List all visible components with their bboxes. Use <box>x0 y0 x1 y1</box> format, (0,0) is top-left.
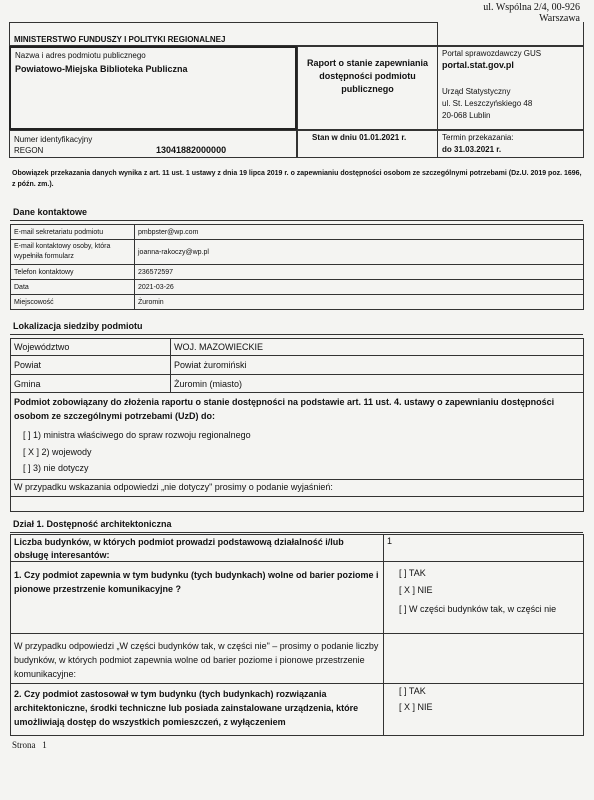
portal-label: Portal sprawozdawczy GUS <box>442 49 542 58</box>
table-row <box>11 356 584 375</box>
buildings-value-cell[interactable] <box>383 534 584 562</box>
obligation-question: Podmiot zobowiązany do złożenia raportu o stanie dostępności na podstawie art. 11 ust. 4. ustawy o zapewnianiu dostępności osobom ze szczególnymi potrzebami (UzD) do: <box>14 397 555 421</box>
table-row <box>11 375 584 393</box>
q2-option-no[interactable] <box>399 702 433 712</box>
portal-box <box>438 46 584 130</box>
report-title-box <box>297 46 438 130</box>
legal-note: Obowiązek przekazania danych wynika z art. 11 ust. 1 ustawy z dnia 19 lipca 2019 r. o zapewnianiu dostępności osobom ze szczególnymi potrzebami (Dz.U. 2019 poz. 1696, z późn. zm.). <box>12 170 582 188</box>
entity-name: Powiatowo-Miejska Biblioteka Publiczna <box>15 64 188 74</box>
q2-options-cell <box>383 684 584 736</box>
portal-url[interactable]: portal.stat.gov.pl <box>442 60 514 70</box>
state-date-box <box>297 130 438 158</box>
q1-option-yes[interactable] <box>399 568 426 578</box>
ministry-box <box>9 22 438 46</box>
checkbox-marker[interactable]: [ X ] <box>399 585 416 595</box>
table-row <box>11 265 584 280</box>
contact-label: E-mail kontaktowy osoby, która wypełniła formularz <box>11 240 135 265</box>
option-label: TAK <box>408 686 426 696</box>
obligation-option-voivode[interactable] <box>23 447 92 457</box>
explain-input[interactable] <box>10 497 584 512</box>
q2-option-yes[interactable] <box>399 686 426 696</box>
checkbox-marker[interactable]: [ ] <box>399 604 407 614</box>
section1-header <box>10 518 583 533</box>
option-label: W części budynków tak, w części nie <box>409 604 557 614</box>
deadline-box <box>438 130 584 158</box>
contact-table <box>10 224 584 310</box>
contact-section <box>10 206 583 221</box>
contact-value-email-person[interactable]: joanna-rakoczy@wp.pl <box>135 240 584 265</box>
checkbox-marker[interactable]: [ ] <box>399 686 407 696</box>
q1-note-input[interactable] <box>383 634 584 684</box>
explain-label: W przypadku wskazania odpowiedzi „nie dotyczy" prosimy o podanie wyjaśnień: <box>14 482 333 492</box>
deadline-value: do 31.03.2021 r. <box>442 145 502 154</box>
checkbox-marker[interactable]: [ ] <box>399 568 407 578</box>
q2-cell <box>10 684 384 736</box>
table-row <box>11 240 584 265</box>
location-value-county[interactable]: Powiat żuromiński <box>171 356 584 375</box>
option-label: 3) nie dotyczy <box>33 463 89 473</box>
table-row <box>11 280 584 295</box>
contact-value-phone[interactable]: 236572597 <box>135 265 584 280</box>
buildings-value: 1 <box>387 536 393 546</box>
table-row <box>11 339 584 356</box>
contact-label: Telefon kontaktowy <box>11 265 135 280</box>
id-label: Numer identyfikacyjny <box>14 135 93 144</box>
office-line1: Urząd Statystyczny <box>442 87 511 96</box>
location-title: Lokalizacja siedziby podmiotu <box>13 321 143 331</box>
checkbox-marker[interactable]: [ ] <box>23 430 31 440</box>
q1-text: 1. Czy podmiot zapewnia w tym budynku (tych budynkach) wolne od barier poziome i pionowe przestrzenie komunikacyjne ? <box>14 570 379 594</box>
location-label: Powiat <box>11 356 171 375</box>
checkbox-marker[interactable]: [ X ] <box>399 702 416 712</box>
option-label: NIE <box>417 702 433 712</box>
obligation-option-minister[interactable] <box>23 430 251 440</box>
q1-option-no[interactable] <box>399 585 433 595</box>
office-line3: 20-068 Lublin <box>442 111 491 120</box>
location-section <box>10 320 583 335</box>
state-date: Stan w dniu 01.01.2021 r. <box>312 133 407 142</box>
regon-value: 13041882000000 <box>156 145 227 155</box>
ministry-address-line1: ul. Wspólna 2/4, 00-926 <box>483 2 580 13</box>
location-label: Gmina <box>11 375 171 393</box>
q1-cell <box>10 562 384 634</box>
explain-box <box>10 480 584 497</box>
contact-value-email-office[interactable]: pmbpster@wp.com <box>135 225 584 240</box>
contact-title: Dane kontaktowe <box>13 207 88 217</box>
option-label: TAK <box>408 568 426 578</box>
checkbox-marker[interactable]: [ ] <box>23 463 31 473</box>
checkbox-marker[interactable]: [ X ] <box>23 447 40 457</box>
buildings-label: Liczba budynków, w których podmiot prowadzi podstawową działalność i/lub obsługę interesantów: <box>14 537 344 560</box>
obligation-option-not-applicable[interactable] <box>23 463 89 473</box>
report-title: Raport o stanie zapewniania dostępności podmiotu publicznego <box>306 58 429 94</box>
contact-label: E-mail sekretariatu podmiotu <box>11 225 135 240</box>
option-label: NIE <box>417 585 433 595</box>
entity-label: Nazwa i adres podmiotu publicznego <box>15 51 146 60</box>
regon-label: REGON <box>14 146 44 155</box>
location-label: Województwo <box>11 339 171 356</box>
location-value-voivodeship[interactable]: WOJ. MAZOWIECKIE <box>171 339 584 356</box>
entity-box <box>9 46 297 130</box>
option-label: 1) ministra właściwego do spraw rozwoju regionalnego <box>33 430 251 440</box>
q1-options-cell <box>383 562 584 634</box>
location-table <box>10 338 584 393</box>
option-label: 2) wojewody <box>41 447 92 457</box>
ministry-address-line2: Warszawa <box>539 13 580 24</box>
obligation-box <box>10 392 584 480</box>
office-line2: ul. St. Leszczyńskiego 48 <box>442 99 533 108</box>
contact-value-city[interactable]: Żuromin <box>135 295 584 310</box>
page-number: Strona 1 <box>12 740 47 750</box>
regon-box <box>9 130 297 158</box>
buildings-label-cell <box>10 534 384 562</box>
table-row <box>11 225 584 240</box>
contact-value-date[interactable]: 2021-03-26 <box>135 280 584 295</box>
table-row <box>11 295 584 310</box>
q1-option-partial[interactable] <box>399 602 574 616</box>
location-value-commune[interactable]: Żuromin (miasto) <box>171 375 584 393</box>
contact-label: Miejscowość <box>11 295 135 310</box>
deadline-label: Termin przekazania: <box>442 133 514 142</box>
q1-note: W przypadku odpowiedzi „W części budynków tak, w części nie" – prosimy o podanie liczby budynków, w których podmiot zapewnia wolne od barier poziome i pionowe przestrzenie komunikacyjne: <box>14 641 379 679</box>
contact-label: Data <box>11 280 135 295</box>
q1-note-cell <box>10 634 384 684</box>
ministry-name: MINISTERSTWO FUNDUSZY I POLITYKI REGIONALNEJ <box>14 35 226 44</box>
section1-title: Dział 1. Dostępność architektoniczna <box>13 519 172 529</box>
q2-text: 2. Czy podmiot zastosował w tym budynku (tych budynkach) rozwiązania architektoniczne, środki techniczne lub posiada zainstalowane urządzenia, które umożliwiają dostęp do wszystkich pomieszczeń, z wyłączeniem <box>14 689 359 727</box>
